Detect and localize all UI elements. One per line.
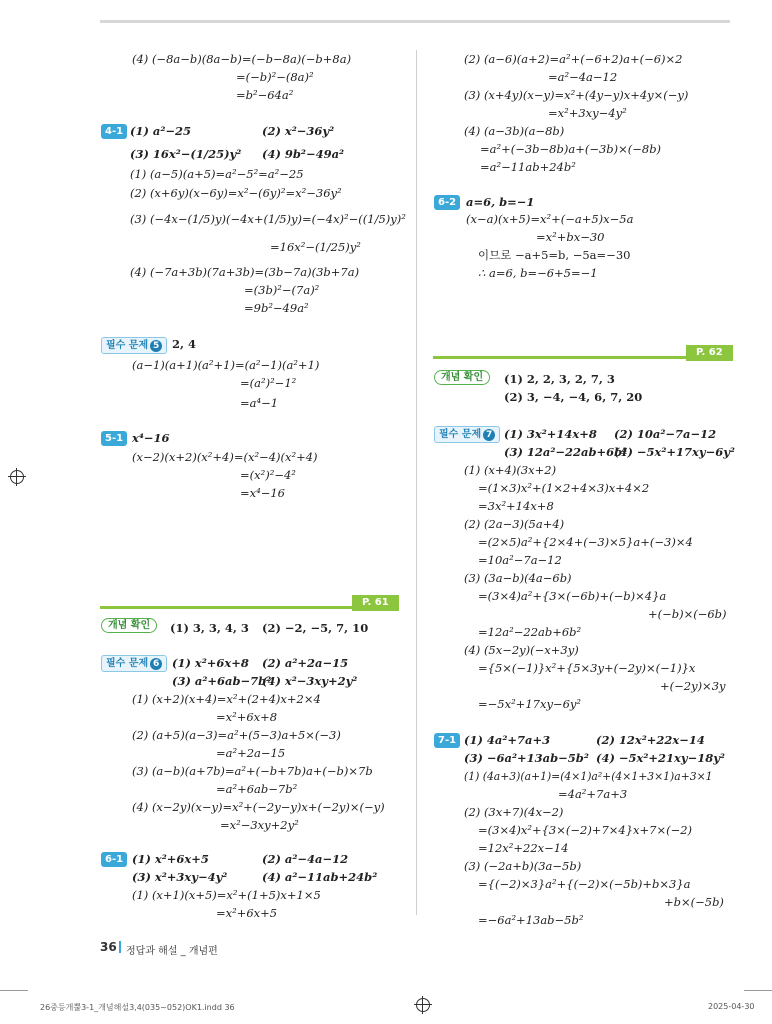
crop-mark: [744, 990, 772, 991]
answer-line: =(3×4)x²+{3×(−2)+7×4}x+7×(−2): [478, 823, 693, 837]
page-number: 36: [100, 940, 117, 954]
answer-line: (3) (−4x−(1/5)y)(−4x+(1/5)y)=(−4x)²−((1/5)y)²: [130, 212, 406, 226]
registration-mark-icon: [416, 998, 430, 1012]
tag-label: 필수 문제: [106, 340, 149, 351]
answer-line: 이므로 −a+5=b, −5a=−30: [478, 248, 631, 262]
answer-line: +(−2y)×3y: [660, 679, 726, 693]
tag-label: 필수 문제: [106, 658, 149, 669]
slug-filename: 26중등개뿔3-1_개념해설3,4(035~052)OK1.indd 36: [40, 1003, 235, 1012]
answer-line: (1) (x+2)(x+4)=x²+(2+4)x+2×4: [132, 692, 321, 706]
answer-line: (4) (a−3b)(a−8b): [464, 124, 565, 138]
answer-line: (2) (a+5)(a−3)=a²+(5−3)a+5×(−3): [132, 728, 341, 742]
answer-line: (1) 2, 2, 3, 2, 7, 3: [504, 372, 615, 386]
answer-line: (1) a²−25: [130, 124, 192, 138]
crop-mark: [0, 990, 28, 991]
answer-line: =16x²−(1/25)y²: [270, 240, 361, 254]
answer-line: =(3b)²−(7a)²: [244, 283, 320, 297]
answer-line: (1) 4a²+7a+3: [464, 733, 551, 747]
problem-tag-7-1: 7-1: [434, 733, 460, 748]
answer-line: (4) x²−3xy+2y²: [262, 674, 358, 688]
top-rule: [100, 20, 730, 23]
answer-line: =9b²−49a²: [244, 301, 309, 315]
answer-line: (3) 16x²−(1/25)y²: [130, 147, 242, 161]
concept-check-tag: 개념 확인: [434, 370, 490, 385]
tag-label: 필수 문제: [439, 429, 482, 440]
problem-tag-5-1: 5-1: [101, 431, 127, 446]
answer-line: (1) (4a+3)(a+1)=(4×1)a²+(4×1+3×1)a+3×1: [464, 770, 713, 783]
answer-line: (1) x²+6x+5: [132, 852, 209, 866]
answer-line: =12x²+22x−14: [478, 841, 569, 855]
answer-line: a=6, b=−1: [466, 195, 535, 209]
answer-line: (1) (a−5)(a+5)=a²−5²=a²−25: [130, 167, 304, 181]
answer-line: =3x²+14x+8: [478, 499, 554, 513]
answer-line: (4) 9b²−49a²: [262, 147, 345, 161]
page-badge-61: P. 61: [352, 595, 399, 611]
answer-line: (1) x²+6x+8: [172, 656, 249, 670]
registration-mark-icon: [10, 470, 24, 484]
answer-line: (3) (−2a+b)(3a−5b): [464, 859, 582, 873]
answer-line: =12a²−22ab+6b²: [478, 625, 582, 639]
answer-line: =10a²−7a−12: [478, 553, 562, 567]
answer-line: +b×(−5b): [664, 895, 724, 909]
answer-line: (3) (a−b)(a+7b)=a²+(−b+7b)a+(−b)×7b: [132, 764, 373, 778]
answer-line: =a⁴−1: [240, 396, 279, 410]
answer-line: x⁴−16: [132, 431, 170, 445]
answer-line: (2) 3, −4, −4, 6, 7, 20: [504, 390, 643, 404]
answer-line: (4) −5x²+21xy−18y²: [596, 751, 725, 765]
answer-line: (3) (3a−b)(4a−6b): [464, 571, 572, 585]
answer-line: (2) a²+2a−15: [262, 656, 349, 670]
answer-line: =(x²)²−4²: [240, 468, 296, 482]
answer-line: (2) x²−36y²: [262, 124, 335, 138]
answer-line: (1) (x+1)(x+5)=x²+(1+5)x+1×5: [132, 888, 321, 902]
answer-line: (2) −2, −5, 7, 10: [262, 621, 369, 635]
answer-line: =(a²)²−1²: [240, 376, 297, 390]
answer-line: =a²+6ab−7b²: [216, 782, 298, 796]
answer-line: =a²+2a−15: [216, 746, 286, 760]
answer-line: =a²−11ab+24b²: [480, 160, 576, 174]
answer-line: (2) (3x+7)(4x−2): [464, 805, 564, 819]
answer-line: (2) (a−6)(a+2)=a²+(−6+2)a+(−6)×2: [464, 52, 683, 66]
answer-line: 2, 4: [172, 337, 197, 351]
problem-number: 6: [150, 658, 162, 670]
problem-tag-6-1: 6-1: [101, 852, 127, 867]
answer-line: (3) a²+6ab−7b²: [172, 674, 272, 688]
answer-line: (2) 12x²+22x−14: [596, 733, 705, 747]
problem-number: 5: [150, 340, 162, 352]
answer-line: (3) 12a²−22ab+6b²: [504, 445, 628, 459]
required-problem-tag-6: [101, 655, 167, 672]
footer-title: 정답과 해설 _ 개념편: [126, 946, 218, 957]
answer-line: =b²−64a²: [236, 88, 294, 102]
answer-line: =x²+3xy−4y²: [548, 106, 627, 120]
page-badge-62: P. 62: [686, 345, 733, 361]
answer-line: =a²−4a−12: [548, 70, 618, 84]
footer-separator: [119, 941, 121, 953]
answer-line: ∴ a=6, b=−6+5=−1: [478, 266, 598, 280]
answer-line: (4) (5x−2y)(−x+3y): [464, 643, 579, 657]
answer-line: ={5×(−1)}x²+{5×3y+(−2y)×(−1)}x: [478, 661, 696, 675]
answer-line: =x²+6x+5: [216, 906, 278, 920]
answer-line: (4) (x−2y)(x−y)=x²+(−2y−y)x+(−2y)×(−y): [132, 800, 385, 814]
answer-line: (1) 3x²+14x+8: [504, 427, 597, 441]
answer-line: (2) (2a−3)(5a+4): [464, 517, 565, 531]
answer-line: (1) (x+4)(3x+2): [464, 463, 557, 477]
answer-line: (2) 10a²−7a−12: [614, 427, 717, 441]
answer-line: +(−b)×(−6b): [648, 607, 727, 621]
answer-line: =−5x²+17xy−6y²: [478, 697, 581, 711]
answer-line: =a²+(−3b−8b)a+(−3b)×(−8b): [480, 142, 662, 156]
answer-line: =4a²+7a+3: [558, 787, 628, 801]
answer-line: (3) x²+3xy−4y²: [132, 870, 228, 884]
required-problem-tag-7: [434, 426, 500, 443]
answer-line: (x−2)(x+2)(x²+4)=(x²−4)(x²+4): [132, 450, 318, 464]
problem-tag-4-1: 4-1: [101, 124, 127, 139]
answer-line: =x²+bx−30: [536, 230, 605, 244]
answer-line: (4) (−7a+3b)(7a+3b)=(3b−7a)(3b+7a): [130, 265, 360, 279]
answer-line: (2) a²−4a−12: [262, 852, 349, 866]
answer-line: =(2×5)a²+{2×4+(−3)×5}a+(−3)×4: [478, 535, 693, 549]
answer-line: =x²−3xy+2y²: [220, 818, 299, 832]
answer-line: (1) 3, 3, 4, 3: [170, 621, 249, 635]
answer-line: (3) −6a²+13ab−5b²: [464, 751, 589, 765]
problem-number: 7: [483, 429, 495, 441]
answer-line: ={(−2)×3}a²+{(−2)×(−5b)+b×3}a: [478, 877, 691, 891]
required-problem-tag-5: [101, 337, 167, 354]
problem-tag-6-2: 6-2: [434, 195, 460, 210]
concept-check-tag: 개념 확인: [101, 618, 157, 633]
slug-date: 2025-04-30: [708, 1002, 755, 1011]
column-divider: [416, 50, 417, 915]
answer-line: =(1×3)x²+(1×2+4×3)x+4×2: [478, 481, 650, 495]
answer-line: =(3×4)a²+{3×(−6b)+(−b)×4}a: [478, 589, 667, 603]
answer-line: =−6a²+13ab−5b²: [478, 913, 584, 927]
answer-line: =(−b)²−(8a)²: [236, 70, 314, 84]
answer-line: (3) (x+4y)(x−y)=x²+(4y−y)x+4y×(−y): [464, 88, 689, 102]
answer-line: (a−1)(a+1)(a²+1)=(a²−1)(a²+1): [132, 358, 320, 372]
answer-line: (2) (x+6y)(x−6y)=x²−(6y)²=x²−36y²: [130, 186, 342, 200]
answer-line: (4) a²−11ab+24b²: [262, 870, 378, 884]
answer-line: (4) (−8a−b)(8a−b)=(−b−8a)(−b+8a): [132, 52, 352, 66]
answer-line: =x⁴−16: [240, 486, 286, 500]
answer-line: (4) −5x²+17xy−6y²: [614, 445, 735, 459]
answer-line: =x²+6x+8: [216, 710, 278, 724]
answer-line: (x−a)(x+5)=x²+(−a+5)x−5a: [466, 212, 634, 226]
